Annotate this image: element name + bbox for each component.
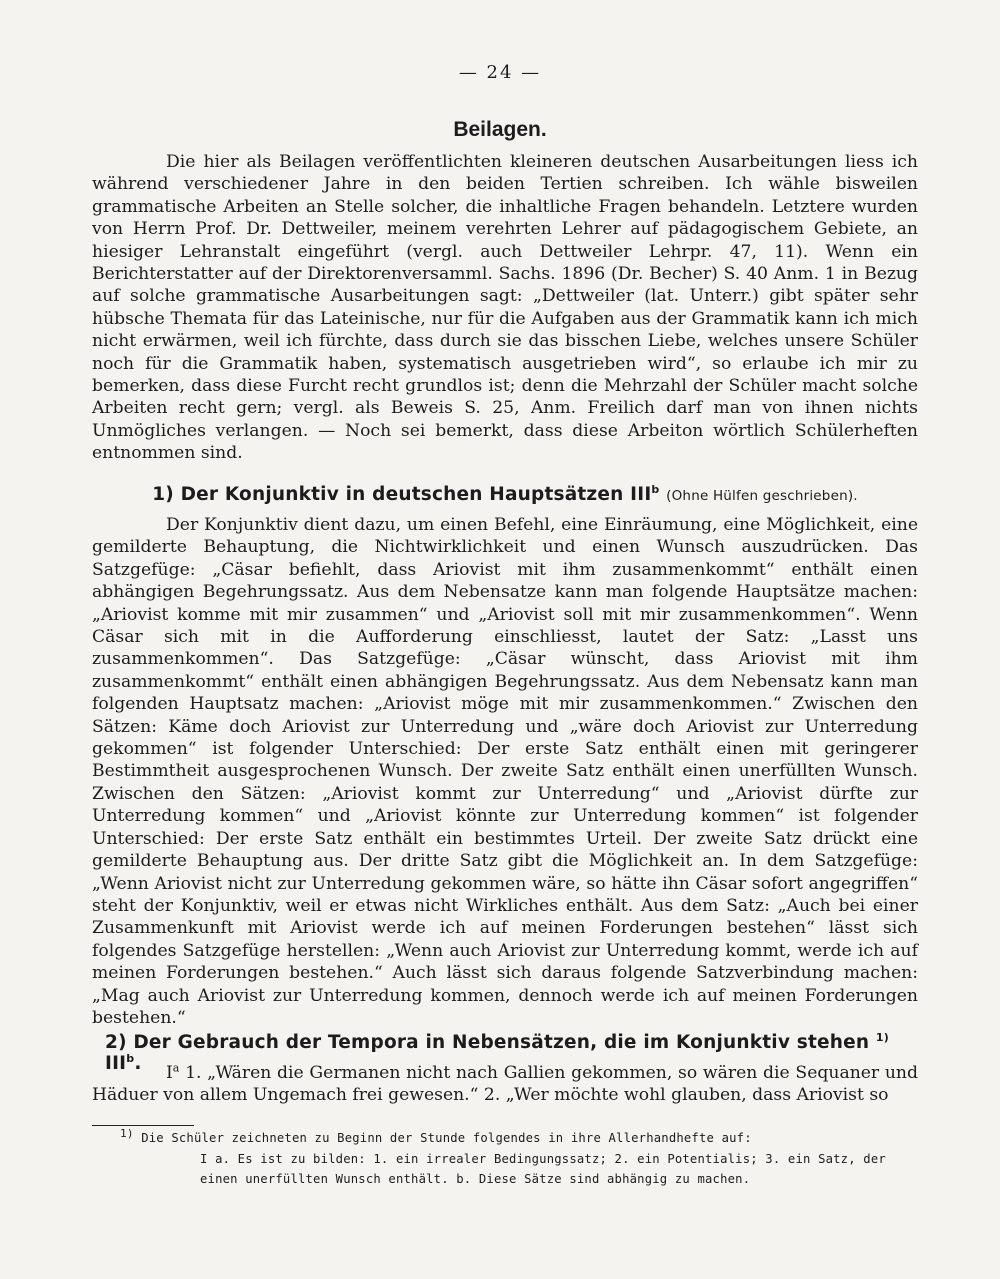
intro-paragraph: Die hier als Beilagen veröffentlichten kleineren deutschen Ausarbeitungen liess ich während verschiedener Jahre in den beiden Tertien schreiben. Ich wähle bisweilen grammatische Arbeiten an Stelle solcher, die inhaltliche Fragen behandeln. Letztere wurden von Herrn Prof. Dr. Dettweiler, meinem verehrten Lehrer auf pädagogischem Gebiete, an hiesiger Lehranstalt eingeführt (vergl. auch Dettweiler Lehrpr. 47, 11). Wenn ein Berichterstatter auf der Direktorenversamml. Sachs. 1896 (Dr. Becher) S. 40 Anm. 1 in Bezug auf solche grammatische Ausarbeitungen sagt: „Dettweiler (lat. Unterr.) gibt später sehr hübsche Themata für das Lateinische, nur für die Aufgaben aus der Grammatik kann ich mich nicht erwärmen, weil ich fürchte, dass durch sie das bisschen Liebe, welches unsere Schüler noch für die Grammatik haben, systematisch ausgetrieben wird“, so erlaube ich mir zu bemerken, dass diese Furcht recht grundlos ist; denn die Mehrzahl der Schüler macht solche Arbeiten recht gern; vergl. als Beweis S. 25, Anm. Freilich darf man von ihnen nichts Unmögliches verlangen. — Noch sei bemerkt, dass diese Arbeiton wörtlich Schülerheften entnommen sind. bbox=[92, 152, 918, 464]
footnote-line-2: I a. Es ist zu bilden: 1. ein irrealer Bedingungssatz; 2. ein Potentialis; 3. ein Satz, der einen unerfüllten Wunsch enthält. b. Diese Sätze sind abhängig zu machen. bbox=[200, 1152, 886, 1186]
footnote-mark: 1) bbox=[120, 1126, 134, 1140]
section-2-paragraph bbox=[92, 1062, 918, 1107]
section-1-paragraph: Der Konjunktiv dient dazu, um einen Befehl, eine Einräumung, eine Möglichkeit, eine gemilderte Behauptung, die Nichtwirklichkeit und einen Wunsch auszudrücken. Das Satzgefüge: „Cäsar befiehlt, dass Ariovist mit ihm zusammenkommt“ enthält einen abhängigen Begehrungssatz. Aus dem Nebensatze kann man folgende Hauptsätze machen: „Ariovist komme mit mir zusammen“ und „Ariovist soll mit mir zusammenkommen“. Wenn Cäsar sich mit in die Aufforderung einschliesst, lautet der Satz: „Lasst uns zusammenkommen“. Das Satzgefüge: „Cäsar wünscht, dass Ariovist mit ihm zusammenkommt“ enthält einen abhängigen Begehrungssatz. Aus dem Nebensatz kann man folgenden Hauptsatz machen: „Ariovist möge mit mir zusammenkommen.“ Zwischen den Sätzen: Käme doch Ariovist zur Unterredung und „wäre doch Ariovist zur Unterredung gekommen“ ist folgender Unterschied: Der erste Satz enthält einen mit geringerer Bestimmtheit ausgesprochenen Wunsch. Der zweite Satz enthält einen unerfüllten Wunsch. Zwischen den Sätzen: „Ariovist kommt zur Unterredung“ und „Ariovist dürfte zur Unterredung kommen“ und „Ariovist könnte zur Unterredung kommen“ ist folgender Unterschied: Der erste Satz enthält ein bestimmtes Urteil. Der zweite Satz drückt eine gemilderte Behauptung aus. Der dritte Satz gibt die Möglichkeit an. In dem Satzgefüge: „Wenn Ariovist nicht zur Unterredung gekommen wäre, so hätte ihn Cäsar sofort angegriffen“ steht der Konjunktiv, weil er etwas nicht Wirkliches enthält. Aus dem Satz: „Auch bei einer Zusammenkunft mit Ariovist werde ich auf meinen Forderungen bestehen“ lässt sich folgendes Satzgefüge herstellen: „Wenn auch Ariovist zur Unterredung kommt, werde ich auf meinen Forderungen bestehen.“ Auch lässt sich daraus folgende Satzverbindung machen: „Mag auch Ariovist zur Unterredung kommen, dennoch werde ich auf meinen Forderungen bestehen.“ bbox=[92, 515, 918, 1028]
section-2-prefix: I bbox=[166, 1063, 173, 1083]
section-1-heading-note: (Ohne Hülfen geschrieben). bbox=[666, 488, 858, 504]
section-2-heading-tail: III bbox=[105, 1053, 127, 1074]
section-2-prefix-sup: a bbox=[172, 1061, 180, 1075]
section-2-heading-text: 2) Der Gebrauch der Tempora in Nebensätzen, die im Konjunktiv stehen bbox=[105, 1032, 870, 1053]
section-2-heading-end: . bbox=[134, 1053, 142, 1074]
footnote-text-1: Die Schüler zeichneten zu Beginn der Stunde folgendes in ihre Allerhandhefte auf: bbox=[133, 1131, 752, 1145]
section-2-text: 1. „Wären die Germanen nicht nach Gallien gekommen, so wären die Sequaner und Häduer von allem Ungemach frei gewesen.“ 2. „Wer möchte wohl glauben, dass Ariovist so bbox=[92, 1063, 918, 1106]
section-1-heading-text: 1) Der Konjunktiv in deutschen Hauptsätzen III bbox=[152, 484, 652, 505]
section-2-heading-sup: b bbox=[126, 1051, 135, 1065]
section-1-heading bbox=[92, 484, 918, 505]
footnote-reference: 1) bbox=[875, 1030, 889, 1044]
footnote-line-1 bbox=[120, 1128, 946, 1148]
page-title: Beilagen. bbox=[453, 118, 547, 141]
footnote-divider bbox=[92, 1125, 194, 1126]
section-1-heading-sup: b bbox=[651, 482, 660, 496]
page-number: — 24 — bbox=[458, 62, 542, 83]
